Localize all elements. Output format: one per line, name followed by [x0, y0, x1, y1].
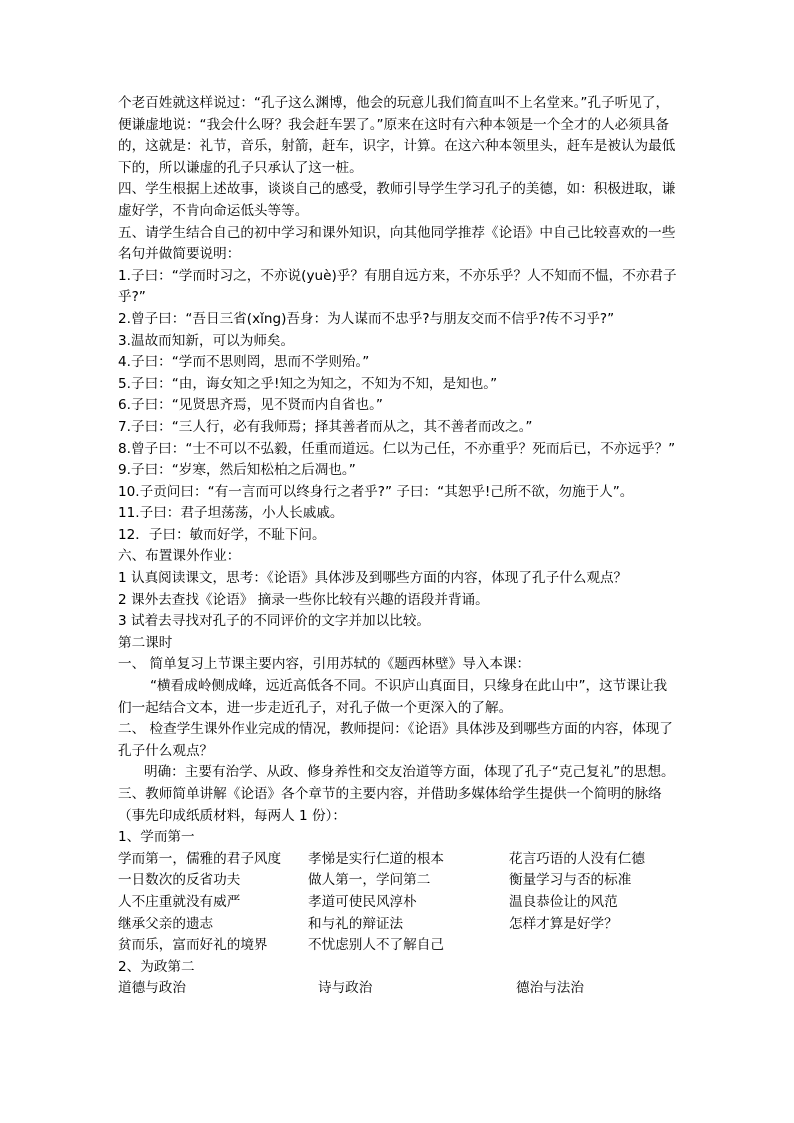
chapter-topic: 做人第一，学问第二	[308, 872, 431, 889]
explain-step: 三、教师简单讲解《论语》各个章节的主要内容，并借助多媒体给学生提供一个简明的脉络（事先印成纸质材料，每两人 1 份）：	[118, 786, 662, 824]
quote-7: 7.子曰：“三人行，必有我师焉；择其善者而从之，其不善者而改之。”	[118, 418, 533, 435]
chapter-topic: 和与礼的辩证法	[308, 915, 404, 932]
chapter-topic: 孝悌是实行仁道的根本	[308, 850, 444, 867]
chapter-topic: 不忧虑别人不了解自己	[308, 937, 444, 954]
section-1-row	[118, 870, 678, 892]
chapter-topic: 衡量学习与否的标准	[509, 872, 632, 889]
review-step: 一、 简单复习上节课主要内容，引用苏轼的《题西林壁》导入本课：	[118, 656, 531, 673]
chapter-topic: 德治与法治	[516, 980, 584, 997]
quote-1: 1.子曰：“学而时习之，不亦说(yuè)乎？有朋自远方来，不亦乐乎？人不知而不愠，不亦君子乎?”	[118, 267, 677, 306]
chapter-topic: 花言巧语的人没有仁德	[509, 850, 645, 867]
quote-12: 12．子曰：敏而好学，不耻下问。	[118, 526, 326, 543]
document-page	[118, 93, 678, 1000]
chapter-topic: 孝道可使民风淳朴	[308, 893, 417, 910]
poem-paragraph: “横看成岭侧成峰，远近高低各不同。不识庐山真面目，只缘身在此山中”，这节课让我们一起结合文本，进一步走近孔子，对孔子做一个更深入的了解。	[118, 678, 668, 716]
quote-8: 8.曾子曰：“士不可以不弘毅，任重而道远。仁以为己任，不亦重乎？死而后已，不亦远乎？”	[118, 440, 676, 457]
step-five-paragraph: 五、请学生结合自己的初中学习和课外知识，向其他同学推荐《论语》中自己比较喜欢的一些名句并做简要说明：	[118, 224, 676, 263]
chapter-topic: 贫而乐，富而好礼的境界	[118, 937, 268, 954]
quote-4: 4.子曰：“学而不思则罔，思而不学则殆。”	[118, 354, 370, 371]
check-homework-step: 二、 检查学生课外作业完成的情况，教师提问：《论语》具体涉及到哪些方面的内容，体现了孔子什么观点？	[118, 721, 673, 759]
section-1-row	[118, 849, 678, 871]
chapter-topic: 继承父亲的遗志	[118, 915, 214, 932]
step-four-paragraph: 四、学生根据上述故事，谈谈自己的感受，教师引导学生学习孔子的美德，如：积极进取，谦虚好学，不肯向命运低头等等。	[118, 181, 676, 219]
quote-5: 5.子曰：“由，诲女知之乎!知之为知之，不知为不知，是知也。”	[118, 375, 498, 392]
chapter-topic: 温良恭俭让的风范	[509, 893, 618, 910]
quote-2: 2.曾子曰：“吾日三省(xǐng)吾身：为人谋而不忠乎?与朋友交而不信乎?传不习乎?”	[118, 310, 615, 327]
quote-3: 3.温故而知新，可以为师矣。	[118, 332, 295, 349]
section-1-row	[118, 914, 678, 936]
homework-item-3: 3 试着去寻找对孔子的不同评价的文字并加以比较。	[118, 613, 431, 630]
clarify-paragraph: 明确：主要有治学、从政、修身养性和交友治道等方面，体现了孔子“克己复礼”的思想。	[144, 764, 675, 781]
chapter-topic: 怎样才算是好学？	[509, 915, 618, 932]
section-1-row	[118, 935, 678, 957]
chapter-topic: 诗与政治	[318, 980, 373, 997]
homework-item-2: 2 课外去查找《论语》 摘录一些你比较有兴趣的语段并背诵。	[118, 591, 489, 608]
second-lesson-heading: 第二课时	[118, 634, 173, 651]
section-1-row	[118, 892, 678, 914]
chapter-topic	[509, 935, 678, 957]
quote-6: 6.子曰：“见贤思齐焉，见不贤而内自省也。”	[118, 397, 383, 414]
section-2-row	[118, 978, 678, 1000]
quote-9: 9.子曰：“岁寒，然后知松柏之后凋也。”	[118, 462, 356, 479]
chapter-topic: 人不庄重就没有威严	[118, 893, 241, 910]
section-1-heading: 1、学而第一	[118, 829, 195, 846]
homework-item-1: 1 认真阅读课文，思考：《论语》具体涉及到哪些方面的内容，体现了孔子什么观点？	[118, 570, 628, 587]
section-2-heading: 2、为政第二	[118, 958, 195, 975]
chapter-topic: 道德与政治	[118, 980, 186, 997]
quote-10: 10.子贡问曰：“有一言而可以终身行之者乎?” 子曰：“其恕乎!己所不欲，勿施于人”。	[118, 483, 634, 500]
chapter-topic: 一日数次的反省功夫	[118, 872, 241, 889]
quote-11: 11.子曰：君子坦荡荡，小人长戚戚。	[118, 505, 344, 522]
story-paragraph: 个老百姓就这样说过：“孔子这么渊博，他会的玩意儿我们简直叫不上名堂来。”孔子听见了，便谦虚地说：“我会什么呀？我会赶车罢了。”原来在这时有六种本领是一个全才的人必须具备的，这就是：礼节，音乐，射箭，赶车，识字，计算。在这六种本领里头，赶车是被认为最低下的，所以谦虚的孔子只承认了这一桩。	[118, 95, 676, 176]
homework-heading: 六、布置课外作业：	[118, 548, 241, 565]
chapter-topic: 学而第一，儒雅的君子风度	[118, 850, 282, 867]
